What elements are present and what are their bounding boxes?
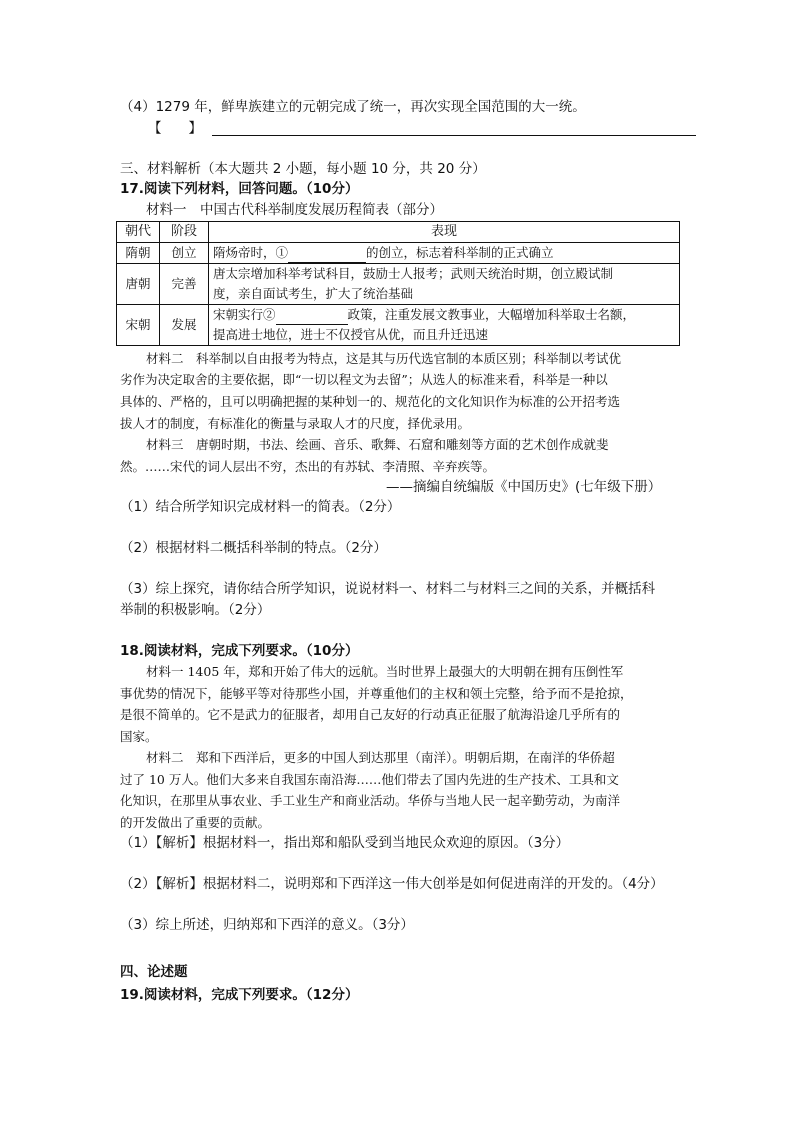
keju-table [116,221,680,346]
table-row [117,264,680,305]
q18-material1-line2: 事优势的情况下，能够平等对待那些小国，并尊重他们的主权和领土完整，给予而不是抢掠， [120,686,633,701]
row1-answer-blank[interactable] [288,249,366,263]
section4-heading: 四、论述题 [120,964,188,980]
q18-material2-line2: 过了 10 万人。他们大多来自我国东南沿海……他们带去了国内先进的生产技术、工具和文 [120,772,619,787]
q18-sub2: （2）【解析】根据材料二，说明郑和下西洋这一伟大创举是如何促进南洋的开发的。（4分） [120,876,664,892]
table-row [117,305,680,346]
q17-stem: 17.阅读下列材料，回答问题。（10分） [120,181,359,197]
row3-answer-blank[interactable] [276,311,348,325]
table-row [117,243,680,264]
q18-sub3: （3）综上所述，归纳郑和下西洋的意义。（3分） [120,917,414,933]
table-header-performance: 表现 [209,222,680,243]
row2-line2: 度，亲自面试考生，扩大了统治基础 [213,286,414,301]
q17-material2-line3: 具体的、严格的，且可以明确把握的某种划一的、规范化的文化知识作为标准的公开招考选 [120,394,621,409]
section3-heading: 三、材料解析（本大题共 2 小题，每小题 10 分，共 20 分） [120,161,486,177]
q18-material2-line4: 的开发做出了重要的贡献。 [120,815,271,830]
q17-material3-line2: 然。……宋代的词人层出不穷，杰出的有苏轼、李清照、辛弃疾等。 [120,459,496,474]
table-cell-performance [209,264,680,305]
q17-material1-title: 材料一 中国古代科举制度发展历程简表（部分） [146,202,443,218]
q17-sub3-line2: 举制的积极影响。（2分） [120,602,271,618]
q18-material1-line4: 国家。 [120,729,158,744]
q17-material2-line1: 材料二 科举制以自由报考为特点，这是其与历代选官制的本质区别；科举制以考试优 [146,351,622,366]
table-cell-performance [209,243,680,264]
table-header-dynasty: 朝代 [117,222,160,243]
q18-material1-line1: 材料一 1405 年，郑和开始了伟大的远航。当时世界上最强大的大明朝在拥有压倒性军 [146,664,624,679]
table-cell-performance [209,305,680,346]
q17-sub1: （1）结合所学知识完成材料一的简表。（2分） [120,499,401,515]
q4-answer-line [148,121,696,136]
q17-sub3-line1: （3）综上探究，请你结合所学知识，说说材料一、材料二与材料三之间的关系，并概括科 [120,581,656,597]
table-header-row [117,222,680,243]
row3-line1 [213,305,675,325]
q17-material2-line2: 劣作为决定取舍的主要依据，即“一切以程文为去留”；从选人的标准来看，科举是一种以 [120,372,608,387]
q17-material3-line1: 材料三 唐朝时期，书法、绘画、音乐、歌舞、石窟和雕刻等方面的艺术创作成就斐 [146,437,609,452]
row3-text-post: 政策，注重发展文教事业，大幅增加科举取士名额， [347,307,636,322]
table-cell-dynasty: 宋朝 [117,305,160,346]
row2-line1: 唐太宗增加科举考试科目，鼓励士人报考；武则天统治时期，创立殿试制 [213,266,614,281]
table-cell-dynasty: 唐朝 [117,264,160,305]
table-cell-stage: 完善 [160,264,209,305]
table-cell-stage: 创立 [160,243,209,264]
table-header-stage: 阶段 [160,222,209,243]
row1-text-post: 的创立，标志着科举制的正式确立 [366,245,554,260]
q18-material2-line1: 材料二 郑和下西洋后，更多的中国人到达那里（南洋）。明朝后期，在南洋的华侨超 [146,750,615,765]
q4-answer-blank[interactable] [212,121,696,136]
row1-text-pre: 隋炀帝时，① [213,245,289,260]
q18-stem: 18.阅读材料，完成下列要求。（10分） [120,643,359,659]
row3-line2: 提高进士地位，进士不仅授官从优，而且升迁迅速 [213,327,489,342]
q17-sub2: （2）根据材料二概括科举制的特点。（2分） [120,540,387,556]
q18-material1-line3: 是很不简单的。它不是武力的征服者，却用自己友好的行动真正征服了航海沿途几乎所有的 [120,707,621,722]
q4-text: （4）1279 年，鲜卑族建立的元朝完成了统一，再次实现全国范围的大一统。 [120,99,586,115]
q17-source: ——摘编自统编版《中国历史》(七年级下册） [386,479,662,495]
q17-material2-line4: 拔人才的制度，有标准化的衡量与录取人才的尺度，择优录用。 [120,416,471,431]
q18-sub1: （1）【解析】根据材料一，指出郑和船队受到当地民众欢迎的原因。（3分） [120,835,570,851]
q18-material2-line3: 化知识，在那里从事农业、手工业生产和商业活动。华侨与当地人民一起辛勤劳动，为南洋 [120,793,621,808]
table-cell-stage: 发展 [160,305,209,346]
q4-bracket: 【 】 [148,120,202,137]
row3-text-pre: 宋朝实行② [213,307,276,322]
q19-stem: 19.阅读材料，完成下列要求。（12分） [120,987,359,1003]
table-cell-dynasty: 隋朝 [117,243,160,264]
